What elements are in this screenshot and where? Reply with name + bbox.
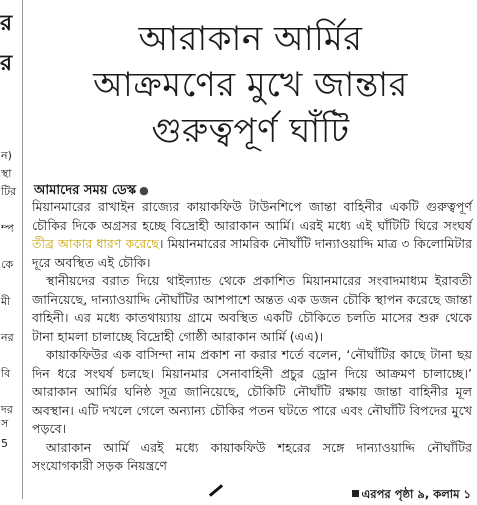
fragment: 5 [1, 437, 8, 450]
fragment: র [0, 51, 13, 76]
bullet-icon: ● [139, 184, 149, 197]
paragraph: আরাকান আর্মি এরই মধ্যে কায়াকফিউ শহরের সঙ্গে দান্যাওয়াদ্দি নৌঘাঁটির সংযোগকারী সড়ক নিয়ন্ত্রণে [32, 439, 472, 473]
fragment: কে [1, 258, 14, 271]
fragment: দর [1, 403, 13, 416]
fragment: ন) [1, 149, 12, 162]
headline-line: আরাকান আর্মির [138, 19, 363, 59]
paragraph: কায়াকফিউর এক বাসিন্দা নাম প্রকাশ না করার শর্তে বলেন, ‘নৌঘাঁটির কাছে টানা ছয় দিন ধরে সংঘর্ষ চলছে। মিয়ানমার সেনাবাহিনী প্রচুর ড্রোন দিয়ে আক্রমণ চালাচ্ছে।’ আরাকান আর্মির ঘনিষ্ঠ সূত্র জানিয়েছে, চৌকিটি নৌঘাঁটি রক্ষায় জান্তা বাহিনীর মূল অবস্থান। এটি দখলে গেলে অন্যান্য চৌকির পতন ঘটতে পারে এবং নৌঘাঁটি বিপদের মুখে পড়বে। [32, 347, 472, 436]
highlighted-text: তীব্র আকার ধারণ করেছে [32, 236, 159, 251]
headline-line: আক্রমণের মুখে জান্তার [93, 65, 408, 105]
decorative-stroke [209, 484, 223, 497]
paragraph: মিয়ানমারের রাখাইন রাজ্যের কায়াকফিউ টাউনশিপে জান্তা বাহিনীর একটি গুরুত্বপূর্ণ চৌকির দিকে অগ্রসর হচ্ছে বিদ্রোহী আরাকান আর্মি। এরই মধ্যে এই ঘাঁটিটি ঘিরে সংঘর্ষ তীব্র আকার ধারণ করেছে। মিয়ানমারের সামরিক নৌঘাঁটি দান্যাওয়াদ্দি মাত্র ৩ কিলোমিটার দূরে অবস্থিত এই চৌকি। [32, 199, 472, 270]
fragment: ম্প [1, 222, 14, 235]
byline-text: আমাদের সময় ডেস্ক [34, 183, 137, 198]
adjacent-column-strip [0, 0, 23, 499]
paragraph: স্থানীয়দের বরাত দিয়ে থাইল্যান্ড থেকে প্রকাশিত মিয়ানমারের সংবাদমাধ্যম ইরাবতী জানিয়েছে, দান্যাওয়াদ্দি নৌঘাঁটির আশপাশে অন্তত এক ডজন চৌকি স্থাপন করেছে জান্তা বাহিনী। এর মধ্যে কাতথায়্যায় গ্রামে অবস্থিত একটি চৌকিতে চলতি মাসের শুরু থেকে টানা হামলা চালাচ্ছে বিদ্রোহী গোষ্ঠী আরাকান আর্মি (এএ)। [32, 273, 472, 344]
fragment: টির [1, 185, 17, 198]
headline-line: গুরুত্বপূর্ণ ঘাঁটি [151, 111, 350, 151]
fragment: স [1, 417, 9, 430]
continued-note: এরপর পৃষ্ঠা ৯, কলাম ১ [352, 486, 471, 505]
article-headline [28, 16, 473, 154]
fragment: নর [1, 331, 14, 344]
fragment: র [0, 11, 13, 36]
article-body [32, 198, 472, 476]
square-icon [352, 490, 359, 497]
fragment: মী [1, 295, 11, 308]
fragment: বি [1, 367, 11, 380]
fragment: স্থা [1, 167, 12, 180]
